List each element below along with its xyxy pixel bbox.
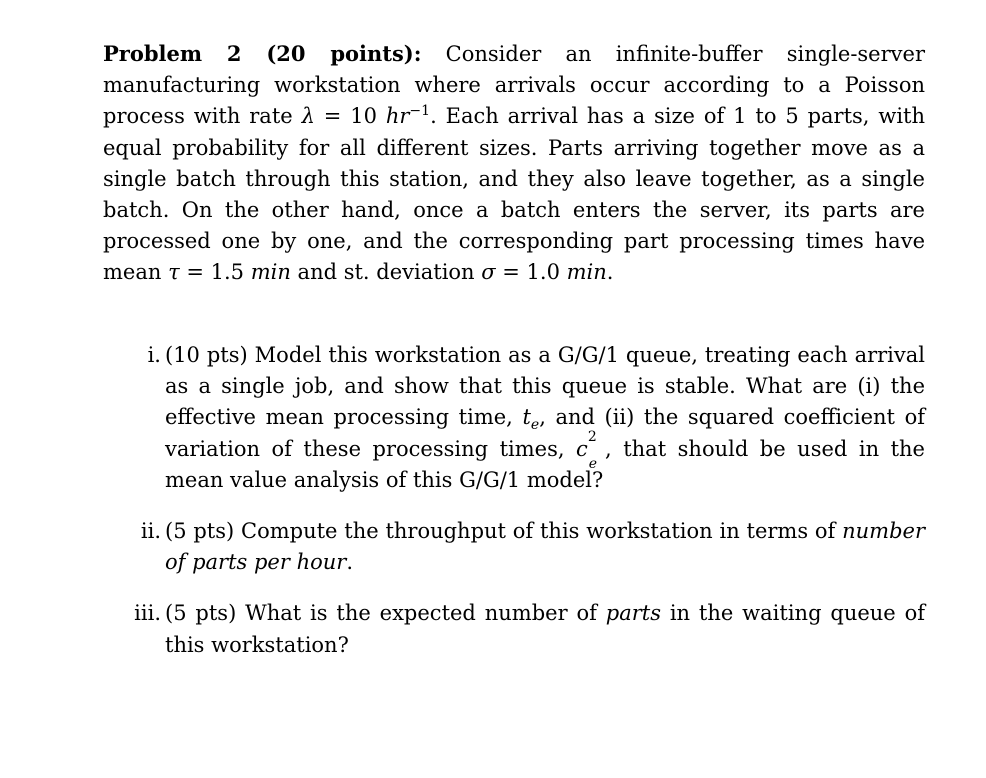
- lambda-symbol: λ: [301, 104, 315, 129]
- problem-statement: [103, 38, 925, 289]
- problem-text-1: Consider an infinite-buffer single-server manufacturing workstation where arrivals occur according to a Poisson process with rate: [103, 42, 925, 129]
- te-symbol: t: [522, 405, 531, 430]
- item-text: .: [346, 550, 353, 575]
- question-item: [103, 340, 925, 496]
- problem-text-4: .: [606, 260, 614, 285]
- item-text: (5 pts) What is the expected number of: [165, 601, 606, 626]
- hour-unit: hr: [385, 104, 410, 129]
- mean-equals: = 1.5: [179, 260, 251, 285]
- minute-unit-2: min: [566, 260, 607, 285]
- item-marker: iii.: [134, 601, 161, 626]
- item-text: (10 pts) Model this workstation as a G/G/1 queue, treating each arrival as a single job, and show that this queue is stable. What are (i) the effective mean processing time,: [165, 343, 925, 430]
- question-item: [103, 516, 925, 578]
- hour-exponent: −1: [409, 103, 431, 120]
- question-list: [103, 340, 925, 661]
- item-text: in the waiting queue of this workstation?: [165, 601, 926, 657]
- item-emphasis: parts: [605, 601, 661, 626]
- c-subscript: e: [588, 455, 598, 472]
- c-superscript: 2: [587, 428, 597, 445]
- c-scripts: [587, 428, 605, 472]
- problem-heading: Problem 2 (20 points):: [103, 41, 422, 66]
- question-item: [103, 598, 925, 660]
- item-text: , that should be used in the mean value analysis of this G/G/1 model?: [165, 436, 925, 492]
- item-emphasis: number of parts per hour: [165, 519, 925, 575]
- c-symbol: c: [576, 436, 588, 461]
- item-text: (5 pts) Compute the throughput of this workstation in terms of: [165, 519, 843, 544]
- item-marker: i.: [147, 343, 161, 367]
- sigma-symbol: σ: [481, 260, 496, 285]
- problem-text-3: and st. deviation: [290, 260, 482, 285]
- item-marker: ii.: [140, 519, 161, 544]
- item-text: , and (ii) the squared coefficient of variation of these processing times,: [165, 405, 925, 461]
- te-subscript: e: [530, 417, 540, 434]
- stdev-equals: = 1.0: [495, 260, 567, 285]
- tau-symbol: τ: [168, 260, 180, 285]
- minute-unit-1: min: [250, 260, 291, 285]
- rate-equals: = 10: [314, 104, 386, 129]
- problem-text-2: . Each arrival has a size of 1 to 5 parts, with equal probability for all different sizes. Parts arriving together move as a single batch through this station, and they also leave together, as a single batch. On the other hand, once a batch enters the server, its parts are processed one by one, and the corresponding part processing times have mean: [103, 104, 926, 285]
